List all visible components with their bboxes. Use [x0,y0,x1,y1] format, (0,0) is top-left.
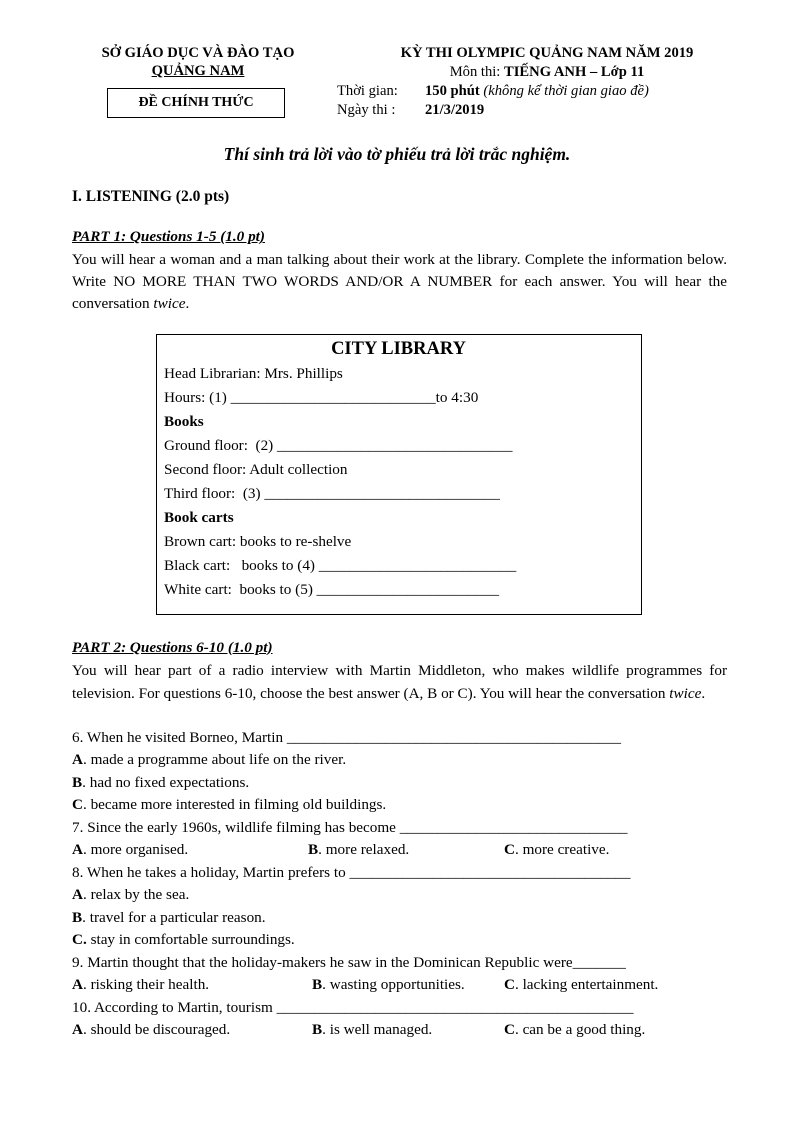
official-exam-label: ĐỀ CHÍNH THỨC [138,94,254,110]
option-10b: B. is well managed. [312,1021,433,1039]
white-cart: White cart: books to (5) ________________________ [164,580,499,598]
part2-title: PART 2: Questions 6-10 (1.0 pt) [72,638,273,656]
department-name: SỞ GIÁO DỤC VÀ ĐÀO TẠO [101,45,295,61]
option-6c: C. became more interested in filming old buildings. [72,796,387,814]
books-heading: Books [164,412,204,430]
question-8: 8. When he takes a holiday, Martin prefers to _____________________________________ [72,863,631,881]
city-library-form [156,334,642,615]
option-8c: C. stay in comfortable surroundings. [72,931,295,949]
option-6a: A. made a programme about life on the river. [72,751,347,769]
option-9a: A. risking their health. [72,976,210,994]
options-9 [72,974,727,997]
options-7 [72,839,727,862]
third-floor: Third floor: (3) _______________________________ [164,484,500,502]
official-exam-box [107,88,285,118]
option-8b: B. travel for a particular reason. [72,908,266,926]
question-10: 10. According to Martin, tourism _______________________________________________ [72,998,634,1016]
black-cart: Black cart: books to (4) __________________________ [164,556,517,574]
option-9b: B. wasting opportunities. [312,976,465,994]
option-7c: C. more creative. [504,841,610,859]
answer-sheet-instruction: Thí sinh trả lời vào tờ phiếu trả lời trắc nghiệm. [223,144,571,164]
section-title: I. LISTENING (2.0 pts) [72,188,230,205]
head-librarian: Head Librarian: Mrs. Phillips [164,364,343,382]
library-title: CITY LIBRARY [331,338,466,359]
part2-instructions: You will hear part of a radio interview with Martin Middleton, who makes wildlife programmes for television. For questions 6-10, choose the best answer (A, B or C). You will hear the conversation twice. [72,661,727,702]
brown-cart: Brown cart: books to re-shelve [164,532,352,550]
hours-line: Hours: (1) ___________________________to 4:30 [164,388,479,406]
ground-floor: Ground floor: (2) _______________________________ [164,436,513,454]
exam-title: KỲ THI OLYMPIC QUẢNG NAM NĂM 2019 [400,45,694,61]
option-9c: C. lacking entertainment. [504,976,659,994]
exam-subject: Môn thi: TIẾNG ANH – Lớp 11 [449,64,645,80]
option-10c: C. can be a good thing. [504,1021,646,1039]
exam-info [337,44,757,120]
options-10 [72,1019,727,1042]
exam-content [72,186,727,1042]
option-7a: A. more organised. [72,841,189,859]
second-floor: Second floor: Adult collection [164,460,348,478]
department-header [80,44,316,80]
question-6: 6. When he visited Borneo, Martin ____________________________________________ [72,728,621,746]
exam-time: Thời gian: 150 phút (không kể thời gian giao đề) [337,83,649,99]
option-10a: A. should be discouraged. [72,1021,231,1039]
question-7: 7. Since the early 1960s, wildlife filming has become ______________________________ [72,818,628,836]
book-carts-heading: Book carts [164,508,234,526]
province-name: QUẢNG NAM [151,63,245,79]
part1-title: PART 1: Questions 1-5 (1.0 pt) [72,228,265,246]
option-7b: B. more relaxed. [308,841,410,859]
option-6b: B. had no fixed expectations. [72,773,250,791]
part1-instructions: You will hear a woman and a man talking about their work at the library. Complete the information below. Write NO MORE THAN TWO WORDS AND/OR A NUMBER for each answer. You will hear the conversation twice. [72,250,727,312]
option-8a: A. relax by the sea. [72,886,190,904]
exam-date: Ngày thi : 21/3/2019 [337,102,485,118]
question-9: 9. Martin thought that the holiday-makers he saw in the Dominican Republic were_______ [72,953,626,971]
